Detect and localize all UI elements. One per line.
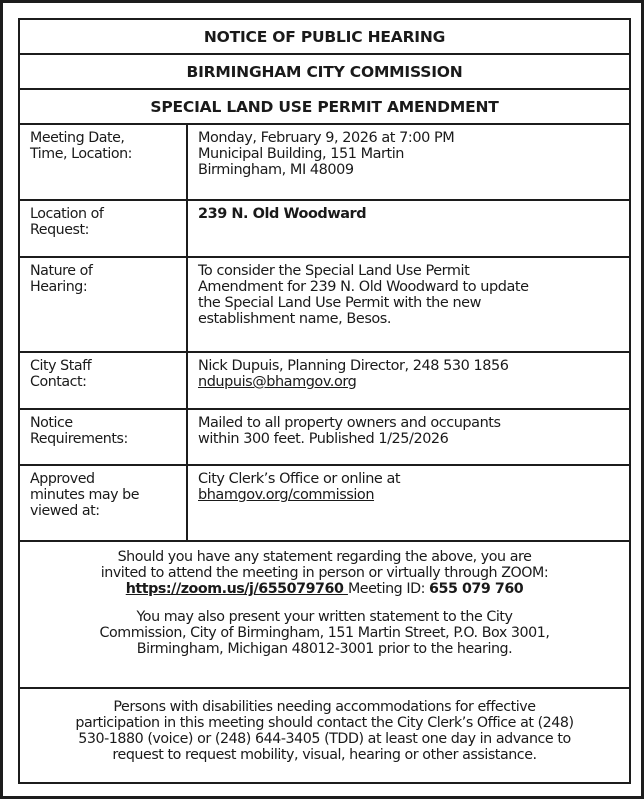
meeting-value (188, 125, 629, 199)
label-line: City Staff (30, 358, 92, 374)
nature-line: the Special Land Use Permit with the new (198, 295, 481, 311)
commission-row (20, 55, 629, 90)
location-label (20, 201, 188, 256)
request-address: 239 N. Old Woodward (198, 206, 367, 222)
label-line: Approved (30, 471, 95, 487)
staff-contact: Nick Dupuis, Planning Director, 248 530 1856 (198, 358, 509, 374)
staff-email-link[interactable]: ndupuis@bhamgov.org (198, 374, 357, 390)
label-line: Hearing: (30, 279, 88, 295)
accessibility-section (20, 689, 629, 782)
meeting-id: 655 079 760 (429, 581, 524, 597)
minutes-label (20, 466, 188, 540)
commission-link[interactable]: bhamgov.org/commission (198, 487, 375, 503)
notice-value (188, 410, 629, 464)
accessibility-line: participation in this meeting should contact the City Clerk’s Office at (248) (75, 715, 574, 731)
nature-label (20, 258, 188, 351)
accessibility-line: request to request mobility, visual, hearing or other assistance. (112, 747, 537, 763)
label-line: Nature of (30, 263, 93, 279)
notice-row (20, 410, 629, 466)
subject-row (20, 90, 629, 125)
accessibility-line: 530-1880 (voice) or (248) 644-3405 (TDD) at least one day in advance to (78, 731, 571, 747)
label-line: viewed at: (30, 503, 100, 519)
meeting-date-time: Monday, February 9, 2026 at 7:00 PM (198, 130, 455, 146)
statement-line: invited to attend the meeting in person or virtually through ZOOM: (100, 565, 549, 581)
location-value (188, 201, 629, 256)
location-row (20, 201, 629, 258)
label-line: Location of (30, 206, 104, 222)
hearing-subject: SPECIAL LAND USE PERMIT AMENDMENT (150, 97, 499, 116)
nature-line: To consider the Special Land Use Permit (198, 263, 470, 279)
nature-line: Amendment for 239 N. Old Woodward to update (198, 279, 529, 295)
label-line: minutes may be (30, 487, 140, 503)
meeting-id-label: Meeting ID: (347, 581, 430, 597)
nature-row (20, 258, 629, 353)
staff-row (20, 353, 629, 410)
nature-line: establishment name, Besos. (198, 311, 392, 327)
nature-value (188, 258, 629, 351)
label-line: Contact: (30, 374, 87, 390)
notice-title-row (20, 20, 629, 55)
accessibility-line: Persons with disabilities needing accommodations for effective (113, 699, 536, 715)
label-line: Request: (30, 222, 89, 238)
meeting-city-line: Birmingham, MI 48009 (198, 162, 354, 178)
minutes-location: City Clerk’s Office or online at (198, 471, 401, 487)
notice-line: within 300 feet. Published 1/25/2026 (198, 431, 449, 447)
statement-line: Should you have any statement regarding the above, you are (117, 549, 532, 565)
zoom-link[interactable]: https://zoom.us/j/655079760 (125, 581, 348, 597)
commission-name: BIRMINGHAM CITY COMMISSION (186, 62, 463, 81)
meeting-location-line: Municipal Building, 151 Martin (198, 146, 405, 162)
notice-line: Mailed to all property owners and occupants (198, 415, 501, 431)
label-line: Requirements: (30, 431, 128, 447)
notice-label (20, 410, 188, 464)
notice-table (18, 18, 631, 784)
meeting-row (20, 125, 629, 201)
minutes-row (20, 466, 629, 542)
statement-section (20, 542, 629, 689)
staff-label (20, 353, 188, 408)
staff-value (188, 353, 629, 408)
meeting-label (20, 125, 188, 199)
written-statement-line: You may also present your written statement to the City (136, 609, 513, 625)
written-statement-line: Commission, City of Birmingham, 151 Martin Street, P.O. Box 3001, (99, 625, 550, 641)
minutes-value (188, 466, 629, 540)
label-line: Meeting Date, (30, 130, 125, 146)
notice-title: NOTICE OF PUBLIC HEARING (203, 27, 446, 46)
label-line: Notice (30, 415, 73, 431)
label-line: Time, Location: (30, 146, 133, 162)
written-statement-line: Birmingham, Michigan 48012-3001 prior to the hearing. (136, 641, 513, 657)
